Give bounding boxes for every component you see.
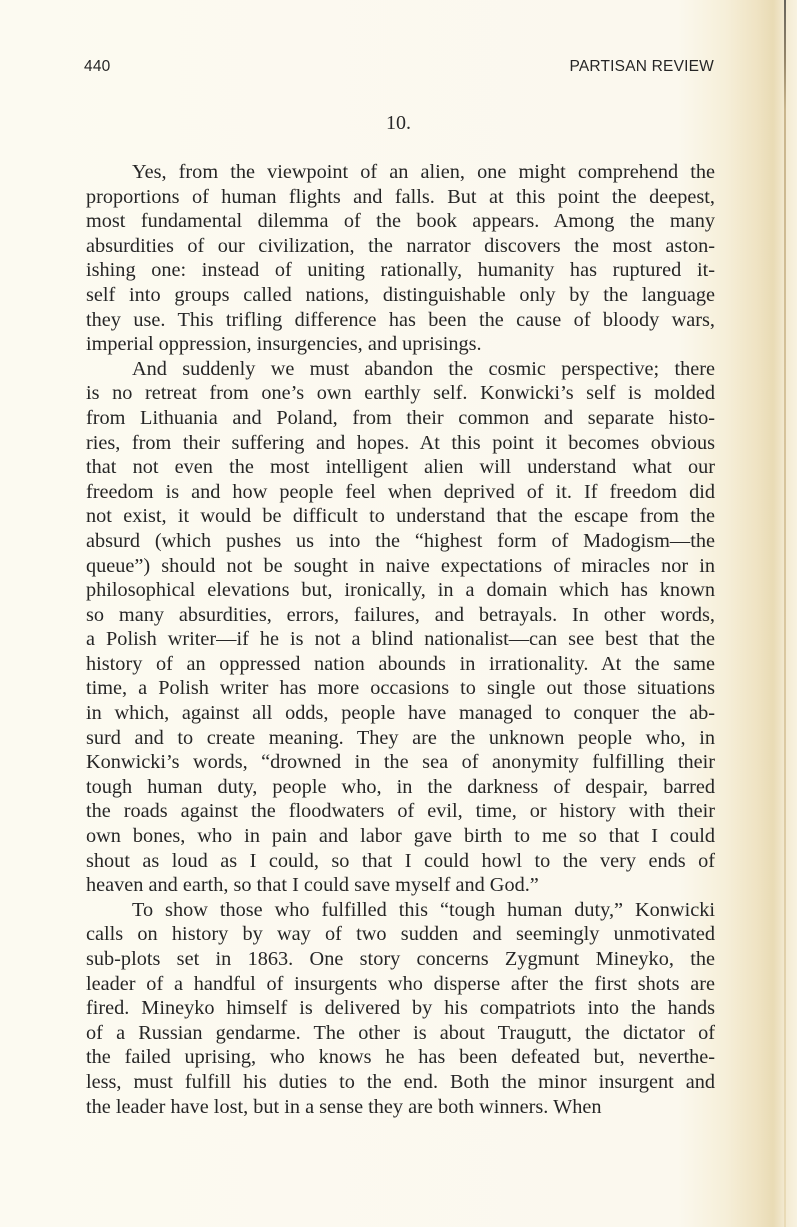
text-line: Yes, from the viewpoint of an alien, one might comprehend the bbox=[132, 161, 715, 183]
text-line: not exist, it would be difficult to understand that the escape from the bbox=[86, 505, 715, 528]
text-line: heaven and earth, so that I could save myself and God.” bbox=[86, 874, 539, 897]
text-line: the failed uprising, who knows he has been defeated but, neverthe- bbox=[86, 1046, 715, 1069]
text-line: absurd (which pushes us into the “highest form of Madogism—the bbox=[86, 529, 715, 552]
text-line: Konwicki’s words, “drowned in the sea of anonymity fulfilling their bbox=[86, 751, 715, 774]
text-line: sub-plots set in 1863. One story concerns Zygmunt Mineyko, the bbox=[86, 948, 715, 970]
text-line: the roads against the floodwaters of evil, time, or history with their bbox=[86, 800, 715, 823]
text-line: philosophical elevations but, ironically, in a domain which has known bbox=[86, 579, 715, 602]
text-line: ries, from their suffering and hopes. At this point it becomes obvious bbox=[86, 431, 715, 454]
text-line: imperial oppression, insurgencies, and uprisings. bbox=[86, 333, 482, 356]
text-line: leader of a handful of insurgents who disperse after the first shots are bbox=[86, 972, 715, 995]
text-line: that not even the most intelligent alien will understand what our bbox=[86, 456, 715, 479]
text-line: they use. This trifling difference has been the cause of bloody wars, bbox=[86, 308, 715, 331]
text-line: most fundamental dilemma of the book appears. Among the many bbox=[86, 210, 715, 233]
text-line: time, a Polish writer has more occasions to single out those situations bbox=[86, 677, 715, 700]
article-body bbox=[86, 160, 715, 1119]
section-number: 10. bbox=[386, 112, 411, 134]
paragraph bbox=[86, 357, 715, 898]
text-line: calls on history by way of two sudden and seemingly unmotivated bbox=[86, 923, 715, 946]
text-line: a Polish writer—if he is not a blind nationalist—can see best that the bbox=[86, 628, 715, 651]
text-line: shout as loud as I could, so that I could howl to the very ends of bbox=[86, 849, 715, 872]
paragraph bbox=[86, 160, 715, 357]
text-line: surd and to create meaning. They are the unknown people who, in bbox=[86, 726, 715, 749]
text-line: tough human duty, people who, in the darkness of despair, barred bbox=[86, 775, 715, 798]
text-line: fired. Mineyko himself is delivered by his compatriots into the hands bbox=[86, 997, 715, 1020]
text-line: less, must fulfill his duties to the end. Both the minor insurgent and bbox=[86, 1070, 715, 1093]
text-line: own bones, who in pain and labor gave birth to me so that I could bbox=[86, 825, 715, 848]
text-line: proportions of human flights and falls. But at this point the deepest, bbox=[86, 185, 715, 208]
text-line: so many absurdities, errors, failures, and betrayals. In other words, bbox=[86, 603, 715, 626]
paragraph bbox=[86, 898, 715, 1119]
text-line: the leader have lost, but in a sense they are both winners. When bbox=[86, 1095, 602, 1118]
running-head bbox=[84, 58, 714, 80]
text-line: To show those who fulfilled this “tough human duty,” Konwicki bbox=[132, 898, 715, 921]
text-line: history of an oppressed nation abounds in irrationality. At the same bbox=[86, 652, 715, 675]
text-line: from Lithuania and Poland, from their common and separate histo- bbox=[86, 406, 715, 429]
journal-title: PARTISAN REVIEW bbox=[569, 58, 714, 75]
text-line: of a Russian gendarme. The other is about Traugutt, the dictator of bbox=[86, 1021, 715, 1044]
text-line: is no retreat from one’s own earthly self. Konwicki’s self is molded bbox=[86, 382, 715, 405]
text-line: And suddenly we must abandon the cosmic perspective; there bbox=[132, 357, 715, 380]
text-line: ishing one: instead of uniting rationally, humanity has ruptured it- bbox=[86, 259, 715, 282]
text-line: absurdities of our civilization, the narrator discovers the most aston- bbox=[86, 234, 715, 257]
text-line: self into groups called nations, distinguishable only by the language bbox=[86, 283, 715, 306]
text-line: queue”) should not be sought in naive expectations of miracles nor in bbox=[86, 554, 715, 577]
text-line: in which, against all odds, people have managed to conquer the ab- bbox=[86, 702, 715, 725]
text-line: freedom is and how people feel when deprived of it. If freedom did bbox=[86, 480, 715, 503]
page-number: 440 bbox=[84, 58, 111, 75]
page-binding-shadow bbox=[784, 0, 786, 1227]
